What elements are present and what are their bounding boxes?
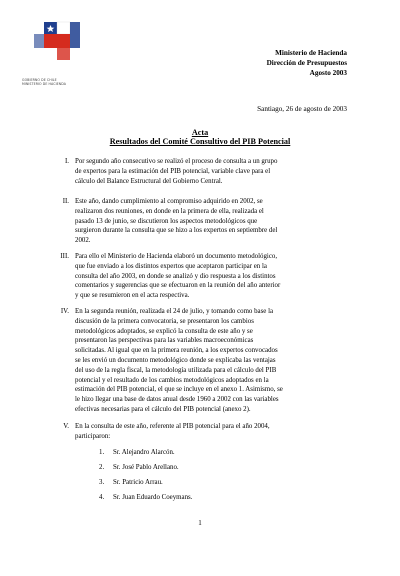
section-text xyxy=(75,197,349,246)
text-line: Este año, dando cumplimiento al compromiso adquirido en 2002, se xyxy=(75,198,263,205)
logo-caption xyxy=(22,78,96,86)
logo-emblem xyxy=(26,16,106,80)
participant-number: 1. xyxy=(99,449,105,456)
participant-number: 2. xyxy=(99,464,105,471)
text-line: discusión de la primera convocatoria, se presentaron los cambios xyxy=(75,317,254,325)
participant-item xyxy=(99,494,192,501)
text-line: Para ello el Ministerio de Hacienda elaboró un documento metodológico, xyxy=(75,253,278,260)
section-number: III. xyxy=(60,253,69,260)
text-line: realizaron dos reuniones, en donde en la primera de ella, realizada el xyxy=(75,207,264,215)
text-line: y que se resumieron en el acta respectiva. xyxy=(75,292,190,300)
participant-number: 4. xyxy=(99,494,105,501)
section-number: IV. xyxy=(60,308,69,315)
participant-name: Sr. Juan Eduardo Coeymans. xyxy=(113,494,193,501)
section-number: II. xyxy=(62,198,69,205)
participant-item xyxy=(99,449,175,456)
participant-item xyxy=(99,464,179,471)
text-line: solicitadas. Al igual que en la primera reunión, a los expertos convocados xyxy=(75,347,278,355)
text-line: que fue enviado a los distintos expertos que aceptaron participar en la xyxy=(75,262,267,270)
text-line: de expertos para la estimación del PIB potencial, variable clave para el xyxy=(75,167,271,175)
text-line: comentarios y sugerencias que se efectuaron en la reunión del año anterior xyxy=(75,282,281,290)
page-number: 1 xyxy=(198,519,202,527)
text-line: cálculo del Balance Estructural del Gobierno Central. xyxy=(75,177,223,185)
header-date: Agosto 2003 xyxy=(309,69,347,77)
logo-caption-line1: GOBIERNO DE CHILE xyxy=(22,78,57,82)
participant-item xyxy=(99,479,163,486)
participant-number: 3. xyxy=(99,479,105,486)
section-text xyxy=(75,157,349,186)
section-text xyxy=(75,422,349,442)
section-number: I. xyxy=(64,158,69,165)
text-line: del uso de la regla fiscal, la metodología utilizada para el cálculo del PIB xyxy=(75,366,277,374)
text-line: potencial y el resultado de los cambios metodológicos adoptados en la xyxy=(75,376,269,384)
text-line: Por segundo año consecutivo se realizó el proceso de consulta a un grupo xyxy=(75,158,278,165)
text-line: estimación del PIB potencial, el que se incluye en el anexo 1. Asimismo, se xyxy=(75,386,283,394)
text-line: 2002. xyxy=(75,237,91,245)
title-main: Resultados del Comité Consultivo del PIB Potencial xyxy=(109,137,291,146)
text-line: le hizo llegar una base de datos anual desde 1960 a 2002 con las variables xyxy=(75,396,279,404)
text-line: presentaron las perspectivas para las variables macroeconómicas xyxy=(75,337,254,345)
section-text xyxy=(75,252,349,301)
header-ministry: Ministerio de Hacienda xyxy=(275,49,347,57)
participant-name: Sr. Patricio Arrau. xyxy=(113,479,163,486)
title-acta: Acta xyxy=(191,128,209,137)
text-line: pasado 13 de junio, se discutieron los aspectos metodológicos que xyxy=(75,217,258,225)
text-line: En la consulta de este año, referente al PIB potencial para el año 2004, xyxy=(75,423,270,430)
participant-name: Sr. Alejandro Alarcón. xyxy=(113,449,175,456)
section-text xyxy=(75,307,349,415)
header-directorate: Dirección de Presupuestos xyxy=(266,59,347,67)
text-line: participaron: xyxy=(75,432,111,440)
date-line: Santiago, 26 de agosto de 2003 xyxy=(257,105,347,113)
government-logo xyxy=(26,16,106,80)
text-line: En la segunda reunión, realizada el 24 de julio, y tomando como base la xyxy=(75,308,274,315)
text-line: consulta del año 2003, en donde se analizó y dio respuesta a los distintos xyxy=(75,272,276,280)
participant-name: Sr. José Pablo Arellano. xyxy=(113,464,179,471)
section-number: V. xyxy=(63,423,69,430)
logo-caption-line2: MINISTERIO DE HACIENDA xyxy=(22,82,67,86)
document-header xyxy=(267,48,347,78)
text-line: efectivas necesarias para el cálculo del PIB potencial (anexo 2). xyxy=(75,405,251,413)
text-line: surgieron durante la consulta que se hizo a los expertos en septiembre del xyxy=(75,227,278,235)
text-line: metodológicos adoptados, se explicó la consulta de este año y se xyxy=(75,327,253,335)
text-line: se les envió un documento metodológico donde se explicaba las ventajas xyxy=(75,356,276,364)
